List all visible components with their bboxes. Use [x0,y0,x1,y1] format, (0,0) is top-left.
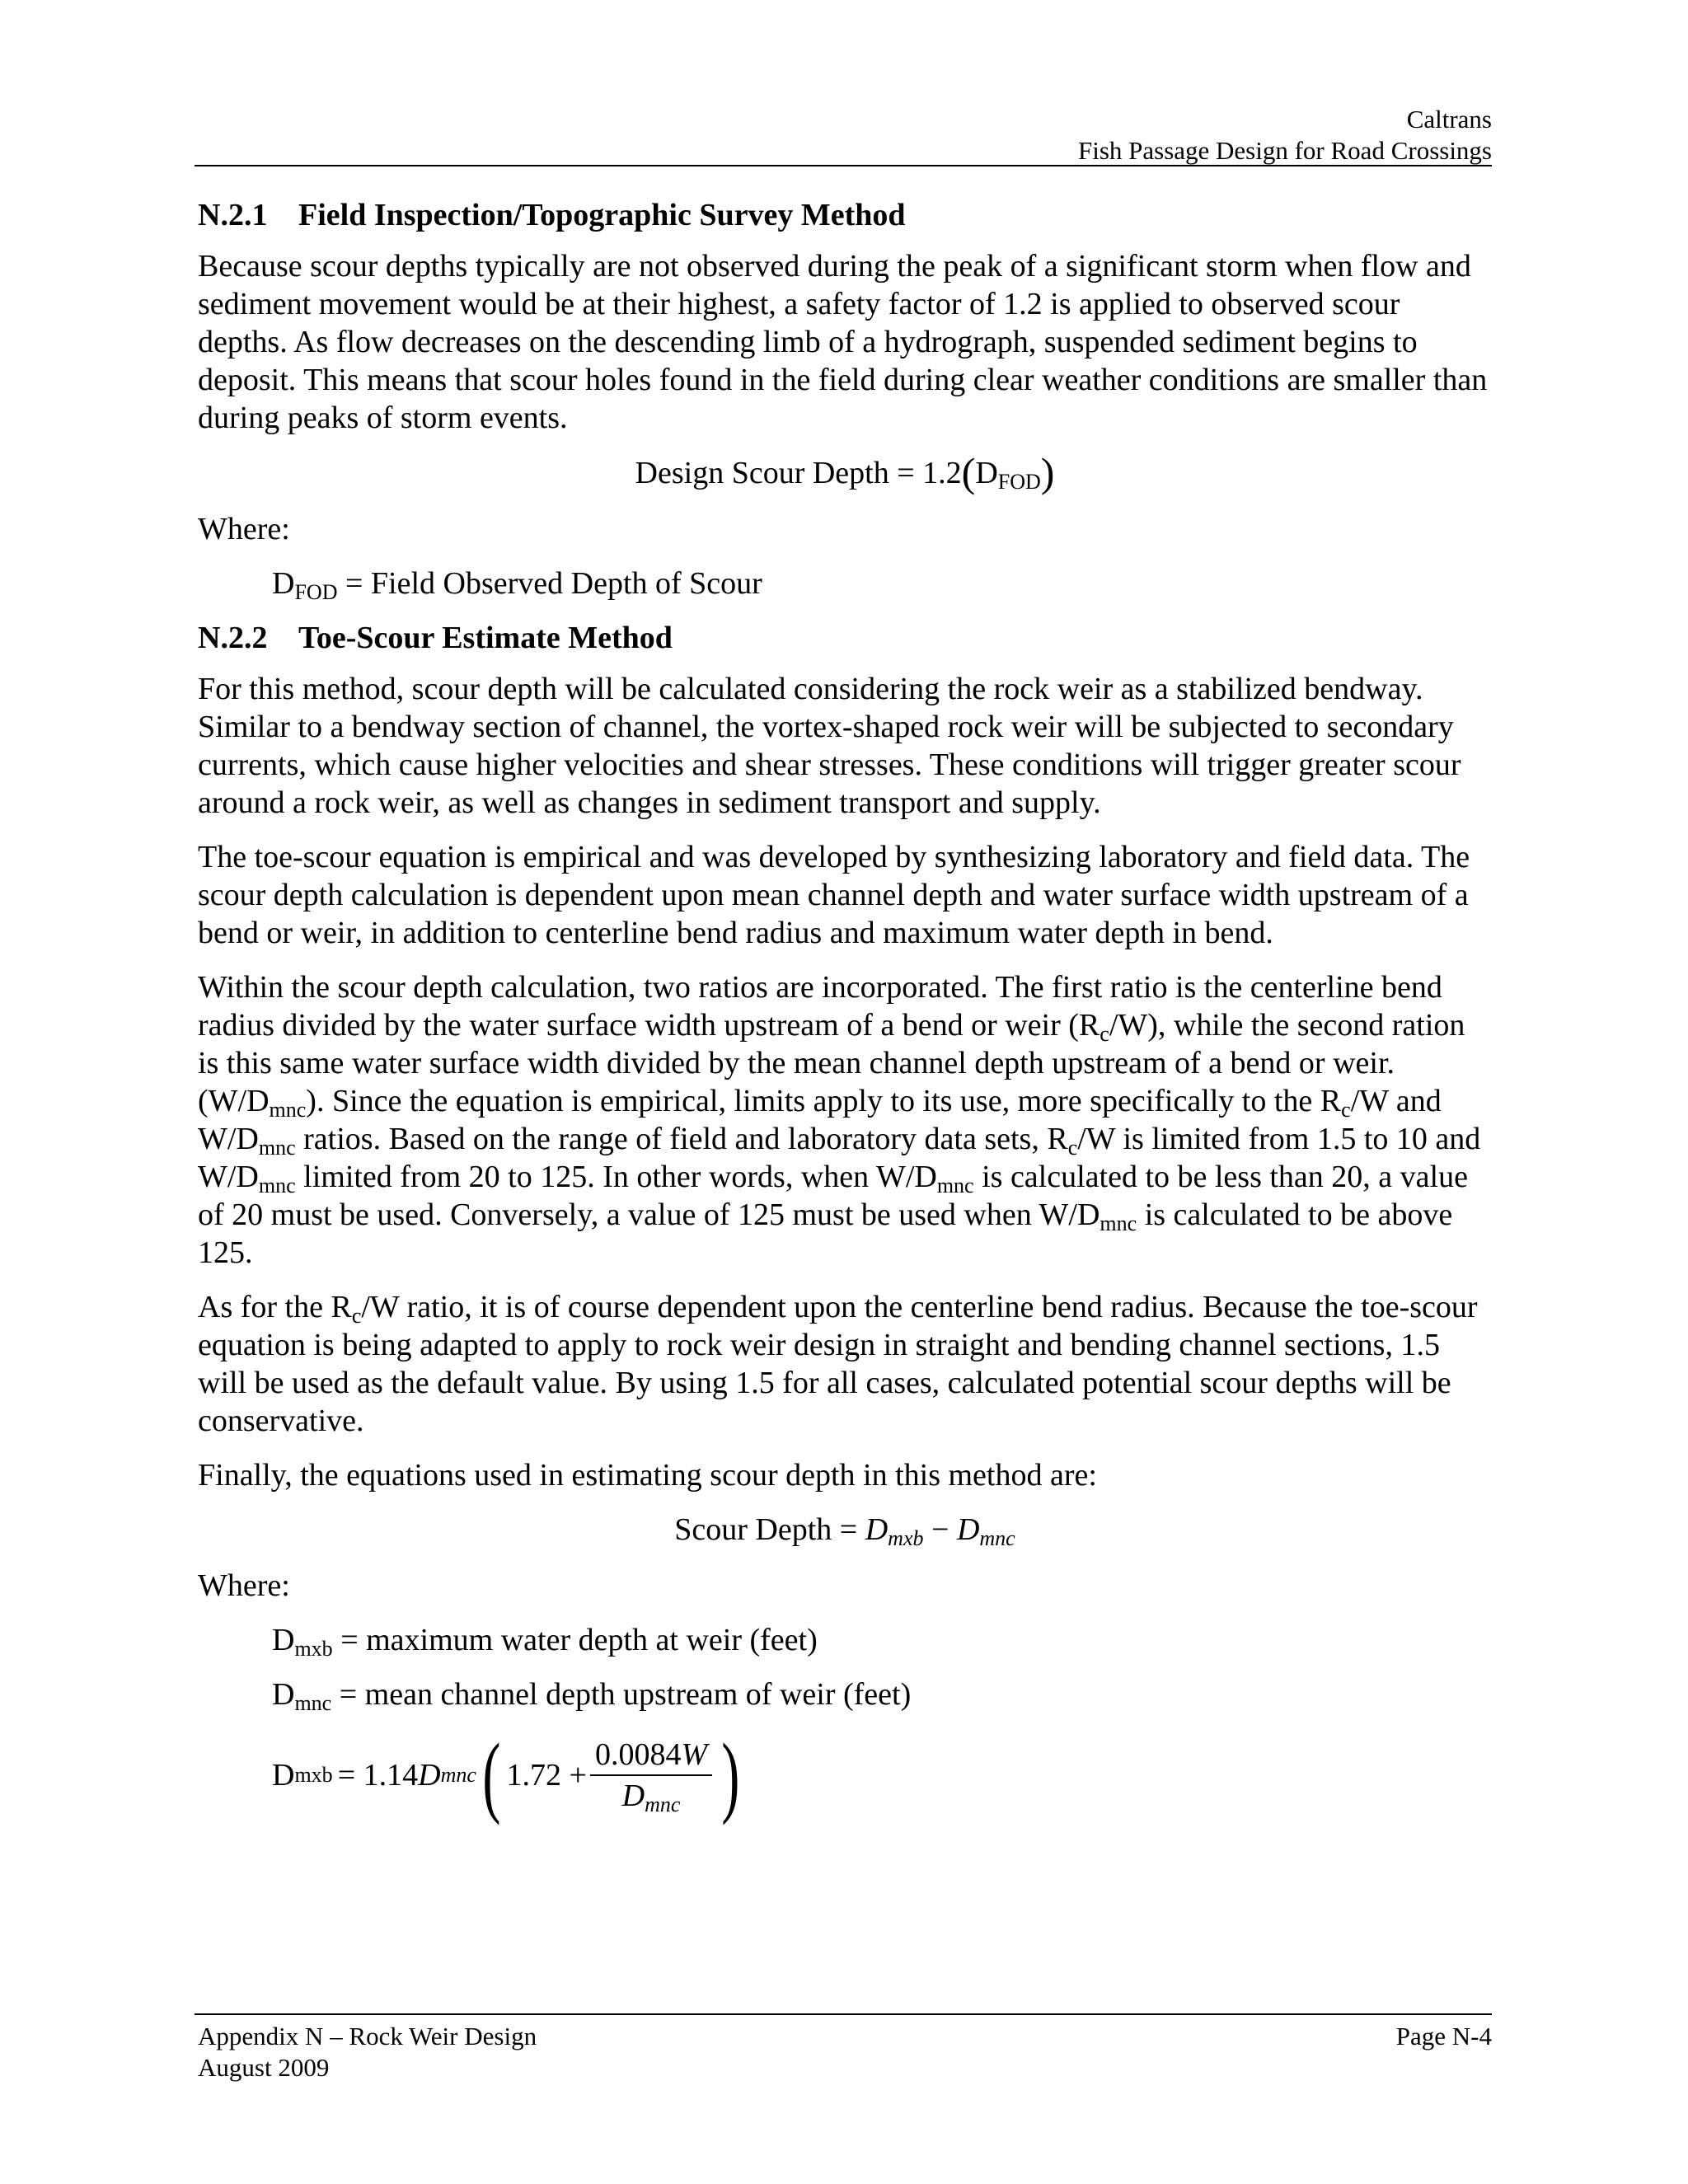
footer-appendix: Appendix N – Rock Weir Design [198,2022,537,2050]
paragraph: Within the scour depth calculation, two ratios are incorporated. The first ratio is the centerline bend radius divided by the water surface width upstream of a bend or weir $(R_c/W)$, while the second ration is this same water surface width divided by the mean channel depth upstream of a bend or weir. $(W/D_{mnc})$. Since the equation is empirical, limits apply to its use, more specifically to the $R_c/W$ and $W/D_{mnc}$ ratios. Based on the range of field and laboratory data sets, $R_c/W$ is limited from 1.5 to 10 and $W/D_{mnc}$ limited from 20 to 125. In other words, when $W/D_{mnc}$ is calculated to be less than 20, a value of 20 must be used. Conversely, a value of 125 must be used when $W/D_{mnc}$ is calculated to be above 125. [198,970,1481,1270]
section-heading-n22 [198,619,1492,657]
section-heading-n21 [198,196,1492,234]
dmxb-formula: D mxb = 1.14 D mnc ( 1.72 + $\frac{0.0084W}{D_{mnc}}$ ) [272,1725,740,1825]
page-content [198,196,1492,1825]
paragraph: The toe-scour equation is empirical and was developed by synthesizing laboratory and field data. The scour depth calculation is dependent upon mean channel depth and water surface width upstream of a bend or weir, in addition to centerline bend radius and maximum water depth in bend. [198,840,1470,950]
paragraph: Because scour depths typically are not observed during the peak of a significant storm when flow and sediment movement would be at their highest, a safety factor of 1.2 is applied to observed scour depths. As flow decreases on the descending limb of a hydrograph, suspended sediment begins to deposit. This means that scour holes found in the field during clear weather conditions are smaller than during peaks of storm events. [198,249,1488,435]
header-doc-title: Fish Passage Design for Road Crossings [1077,136,1492,165]
design-scour-equation: Design Scour Depth = $1.2(D_{FOD})$ [635,449,1055,495]
definition-dfod: $D_{FOD}$ = Field Observed Depth of Scour [272,566,762,604]
paragraph: Finally, the equations used in estimating scour depth in this method are: [198,1458,1097,1493]
paragraph: As for the $R_c/W$ ratio, it is of course dependent upon the centerline bend radius. Because the toe-scour equation is being adapted to apply to rock weir design in straight and bending channel sections, 1.5 will be used as the default value. By using 1.5 for all cases, calculated potential scour depths will be conservative. [198,1290,1478,1438]
footer-rule [195,2013,1492,2015]
page-footer-left [198,2021,537,2083]
section-number: N.2.2 [198,621,268,655]
definition-dmxb: $D_{mxb}$ = maximum water depth at weir (feet) [272,1623,818,1661]
definition-dmnc: $D_{mnc}$ = mean channel depth upstream of weir (feet) [272,1677,912,1715]
page-header [195,104,1492,166]
where-label: Where: [198,512,290,546]
header-rule [195,165,1492,166]
where-label: Where: [198,1568,290,1603]
paragraph: For this method, scour depth will be calculated considering the rock weir as a stabilized bendway. Similar to a bendway section of channel, the vortex-shaped rock weir will be subjected to secondary currents, which cause higher velocities and shear stresses. These conditions will trigger greater scour around a rock weir, as well as changes in sediment transport and supply. [198,672,1461,820]
fraction: $\frac{0.0084W}{D_{mnc}}$ [590,1736,712,1814]
section-title: Toe-Scour Estimate Method [298,621,673,655]
header-org: Caltrans [1406,105,1492,134]
section-number: N.2.1 [198,198,268,232]
section-title: Field Inspection/Topographic Survey Method [298,198,906,232]
footer-date: August 2009 [198,2053,330,2082]
page-number: Page N-4 [1395,2022,1492,2050]
scour-depth-equation: Scour Depth = $D_{mxb} - D_{mnc}$ [674,1512,1015,1550]
